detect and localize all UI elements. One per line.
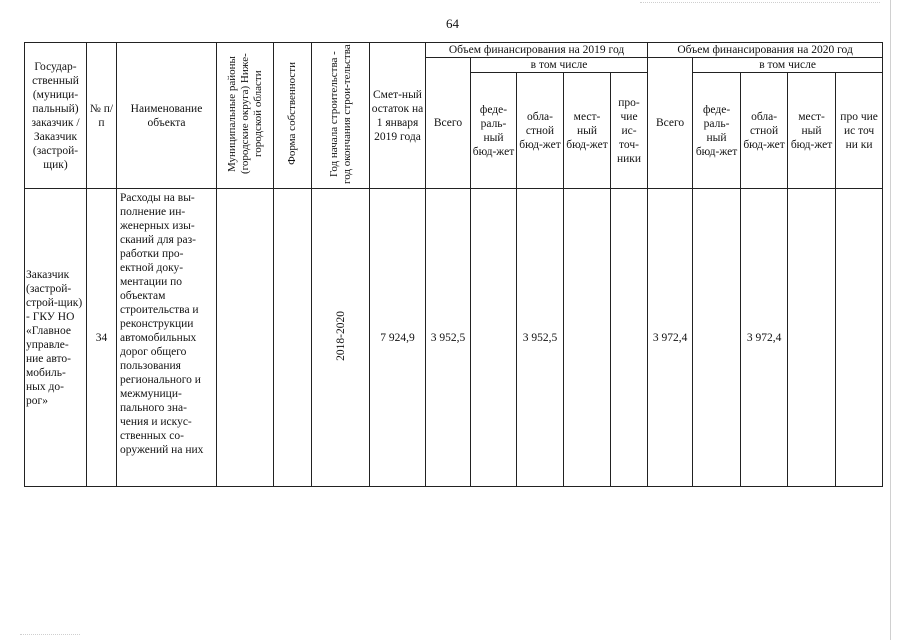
scan-artifact-top bbox=[640, 2, 880, 4]
cell-2019-total: 3 952,5 bbox=[426, 189, 471, 487]
cell-2020-total: 3 972,4 bbox=[648, 189, 693, 487]
header-municipal-text: Муниципальные районы (городские округа) Ниже-городской области bbox=[225, 53, 264, 174]
cell-customer: Заказчик (застрой-строй-щик) - ГКУ НО «Главное управле-ние авто-мобиль-ных до-рог» bbox=[25, 189, 87, 487]
cell-2019-local bbox=[564, 189, 611, 487]
scan-edge-line bbox=[890, 0, 891, 640]
cell-2019-regional: 3 952,5 bbox=[517, 189, 564, 487]
header-fin-2019: Объем финансирования на 2019 год bbox=[426, 43, 648, 58]
header-object: Наименование объекта bbox=[117, 43, 217, 189]
header-2020-federal: феде-раль-ный бюд-жет bbox=[693, 73, 741, 189]
header-2020-local: мест-ный бюд-жет bbox=[788, 73, 836, 189]
header-balance: Смет-ный остаток на 1 января 2019 года bbox=[370, 43, 426, 189]
header-customer: Государ-ственный (муници-пальный) заказчик / Заказчик (застрой-щик) bbox=[25, 43, 87, 189]
financing-table bbox=[24, 42, 883, 487]
table-row bbox=[25, 189, 883, 487]
cell-municipal bbox=[217, 189, 274, 487]
header-years-text: Год начала строительства - год окончания строи-тельства bbox=[327, 43, 353, 184]
cell-ownership bbox=[274, 189, 312, 487]
cell-2020-local bbox=[788, 189, 836, 487]
cell-2020-federal bbox=[693, 189, 741, 487]
header-years bbox=[312, 43, 370, 189]
scan-artifact-bottom bbox=[20, 634, 80, 636]
header-ownership bbox=[274, 43, 312, 189]
header-2019-including: в том числе bbox=[471, 58, 648, 73]
cell-years bbox=[312, 189, 370, 487]
header-2020-regional: обла-стной бюд-жет bbox=[741, 73, 788, 189]
cell-years-text: 2018-2020 bbox=[334, 310, 347, 361]
header-2019-federal: феде-раль-ный бюд-жет bbox=[471, 73, 517, 189]
header-2019-regional: обла-стной бюд-жет bbox=[517, 73, 564, 189]
header-2020-including: в том числе bbox=[693, 58, 883, 73]
cell-balance: 7 924,9 bbox=[370, 189, 426, 487]
header-2019-other: про-чие ис-точ-ники bbox=[611, 73, 648, 189]
header-2019-total: Всего bbox=[426, 58, 471, 189]
cell-2019-federal bbox=[471, 189, 517, 487]
cell-2019-other bbox=[611, 189, 648, 487]
header-2019-local: мест-ный бюд-жет bbox=[564, 73, 611, 189]
header-fin-2020: Объем финансирования на 2020 год bbox=[648, 43, 883, 58]
cell-2020-regional: 3 972,4 bbox=[741, 189, 788, 487]
header-number: № п/п bbox=[87, 43, 117, 189]
header-municipal bbox=[217, 43, 274, 189]
cell-number: 34 bbox=[87, 189, 117, 487]
header-ownership-text: Форма собственности bbox=[286, 62, 298, 165]
cell-2020-other bbox=[836, 189, 883, 487]
page-number: 64 bbox=[446, 16, 459, 31]
cell-object: Расходы на вы-полнение ин-женерных изы-сканий для раз-работки про-ектной доку-ментации по объектам строительства и реконструкции автомобильных дорог общего пользования регионального и межмуници-пального зна-чения и искус-ственных со-оружений на них bbox=[117, 189, 217, 487]
header-2020-other: про чие ис точ ни ки bbox=[836, 73, 883, 189]
header-2020-total: Всего bbox=[648, 58, 693, 189]
